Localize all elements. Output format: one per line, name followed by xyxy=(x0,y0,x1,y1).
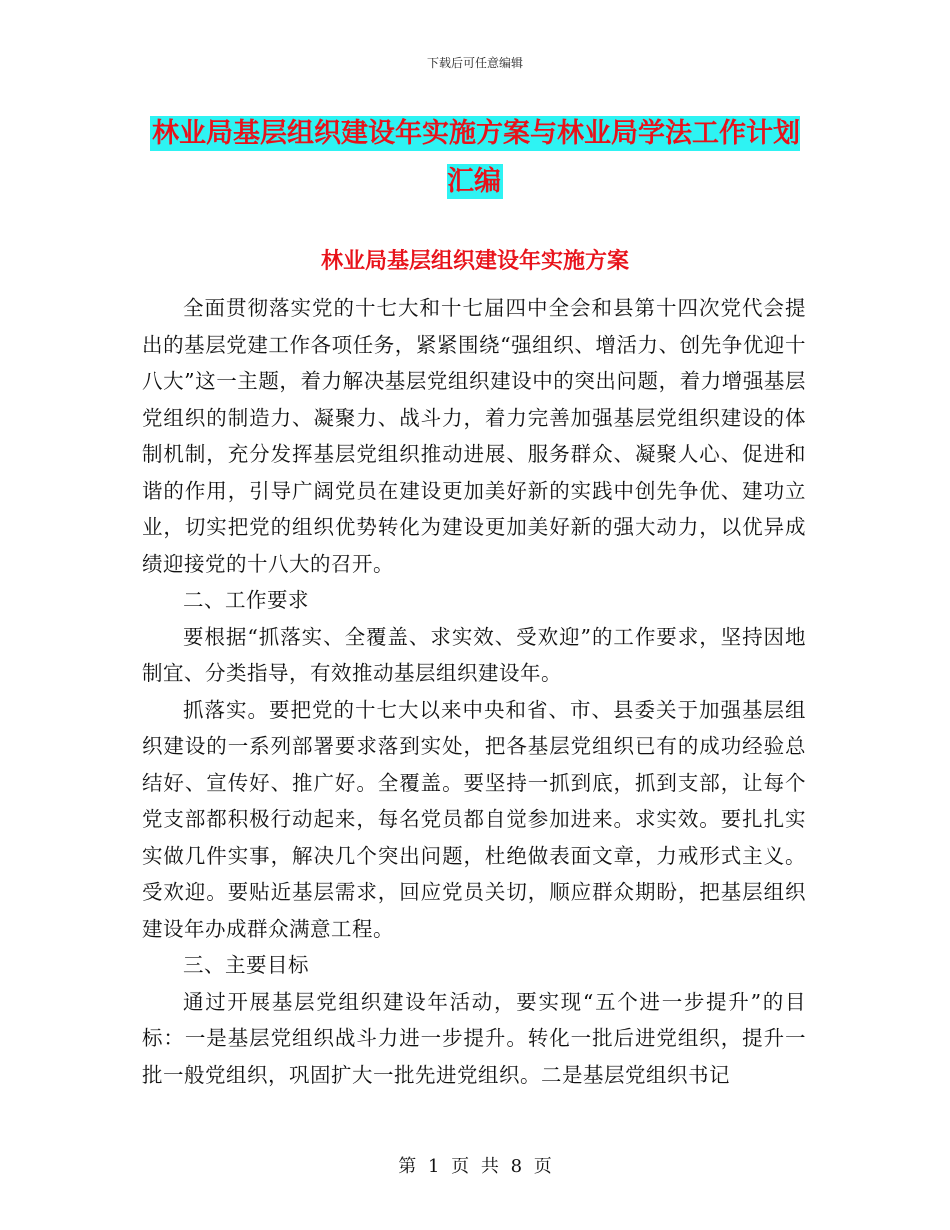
paragraph: 要根据“抓落实、全覆盖、求实效、受欢迎”的工作要求，坚持因地制宜、分类指导，有效推动基层组织建设年。 xyxy=(142,624,806,685)
paragraph: 抓落实。要把党的十七大以来中央和省、市、县委关于加强基层组织建设的一系列部署要求落到实处，把各基层党组织已有的成功经验总结好、宣传好、推广好。全覆盖。要坚持一抓到底，抓到支部，让每个党支部都积极行动起来，每名党员都自觉参加进来。求实效。要扎扎实实做几件实事，解决几个突出问题，杜绝做表面文章，力戒形式主义。受欢迎。要贴近基层需求，回应党员关切，顺应群众期盼，把基层组织建设年办成群众满意工程。 xyxy=(142,697,806,941)
document-title-text: 林业局基层组织建设年实施方案与林业局学法工作计划汇编 xyxy=(152,118,800,197)
paragraph: 全面贯彻落实党的十七大和十七届四中全会和县第十四次党代会提出的基层党建工作各项任务，紧紧围绕“强组织、增活力、创先争优迎十八大”这一主题，着力解决基层党组织建设中的突出问题，着力增强基层党组织的制造力、凝聚力、战斗力，着力完善加强基层党组织建设的体制机制，充分发挥基层党组织推动进展、服务群众、凝聚人心、促进和谐的作用，引导广阔党员在建设更加美好新的实践中创先争优、建功立业，切实把党的组织优势转化为建设更加美好新的强大动力，以优异成绩迎接党的十八大的召开。 xyxy=(142,296,806,576)
section-heading: 三、主要目标 xyxy=(183,953,309,977)
paragraph: 通过开展基层党组织建设年活动，要实现“五个进一步提升”的目标：一是基层党组织战斗力进一步提升。转化一批后进党组织，提升一批一般党组织，巩固扩大一批先进党组织。二是基层党组织书记 xyxy=(142,989,806,1087)
page-number-footer: 第 1 页 共 8 页 xyxy=(398,1156,552,1177)
document-title xyxy=(140,110,810,206)
header-note: 下载后可任意编辑 xyxy=(426,56,523,70)
section-heading: 二、工作要求 xyxy=(183,588,309,612)
document-body xyxy=(142,290,806,1093)
section-title: 林业局基层组织建设年实施方案 xyxy=(320,248,629,274)
